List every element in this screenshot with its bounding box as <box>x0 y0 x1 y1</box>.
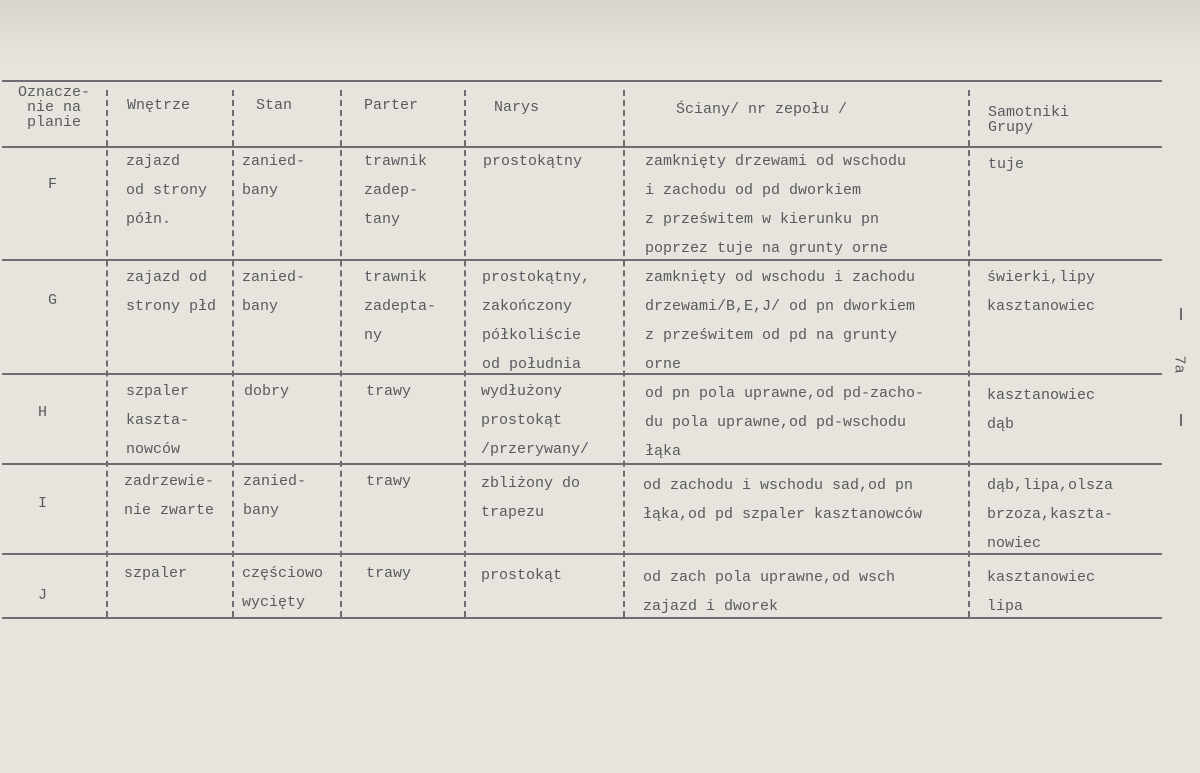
column-separator <box>623 90 625 617</box>
header-samotniki: Samotniki Grupy <box>988 104 1070 136</box>
cell-narys: zbliżony do trapezu <box>481 475 581 521</box>
row-label-J: J <box>38 587 48 604</box>
cell-wnetrze: szpaler <box>124 565 188 582</box>
cell-samotniki: dąb,lipa,olsza brzoza,kaszta- nowiec <box>987 477 1114 552</box>
header-oznaczenie: Oznacze- nie na planie <box>18 84 91 131</box>
column-separator <box>106 90 108 617</box>
cell-stan: zanied- bany <box>242 269 306 315</box>
header-sciany: Ściany/ nr zepołu / <box>676 101 848 118</box>
cell-stan: zanied- bany <box>243 473 307 519</box>
column-separator <box>968 90 970 617</box>
cell-parter: trawy <box>366 383 412 400</box>
row-divider <box>2 259 1162 261</box>
paper-fold-shadow <box>0 0 1200 60</box>
cell-narys: prostokąt <box>481 567 563 584</box>
cell-sciany: zamknięty drzewami od wschodu i zachodu od pd dworkiem z prześwitem w kierunku pn poprzez tuje na grunty orne <box>645 153 907 257</box>
cell-sciany: zamknięty od wschodu i zachodu drzewami/B,E,J/ od pn dworkiem z prześwitem od pd na grunty orne <box>645 269 916 373</box>
cell-narys: wydłużony prostokąt /przerywany/ <box>481 383 590 458</box>
header-stan: Stan <box>256 97 293 114</box>
cell-stan: częściowo wycięty <box>242 565 324 611</box>
column-separator <box>464 90 466 617</box>
header-narys: Narys <box>494 99 540 116</box>
cell-wnetrze: szpaler kaszta- nowców <box>126 383 190 458</box>
cell-narys: prostokątny <box>483 153 583 170</box>
cell-wnetrze: zajazd od strony półn. <box>126 153 208 228</box>
page-number: 7a <box>1170 355 1188 374</box>
cell-parter: trawy <box>366 565 412 582</box>
row-label-G: G <box>48 292 58 309</box>
cell-sciany: od pn pola uprawne,od pd-zacho- du pola uprawne,od pd-wschodu łąka <box>645 385 925 460</box>
column-separator <box>340 90 342 617</box>
cell-samotniki: kasztanowiec lipa <box>987 569 1096 615</box>
cell-sciany: od zachodu i wschodu sad,od pn łąka,od pd szpaler kasztanowców <box>643 477 923 523</box>
cell-narys: prostokątny, zakończony półkoliście od południa <box>482 269 591 373</box>
row-label-H: H <box>38 404 48 421</box>
cell-stan: zanied- bany <box>242 153 306 199</box>
row-label-I: I <box>38 495 48 512</box>
cell-samotniki: kasztanowiec dąb <box>987 387 1096 433</box>
margin-tick-mark <box>1180 414 1182 426</box>
cell-parter: trawy <box>366 473 412 490</box>
margin-tick-mark <box>1180 308 1182 320</box>
cell-parter: trawnik zadepta- ny <box>364 269 437 344</box>
cell-wnetrze: zadrzewie- nie zwarte <box>124 473 215 519</box>
cell-wnetrze: zajazd od strony płd <box>126 269 217 315</box>
table-top-rule <box>2 80 1162 82</box>
header-wnetrze: Wnętrze <box>127 97 191 114</box>
cell-samotniki: świerki,lipy kasztanowiec <box>987 269 1096 315</box>
cell-sciany: od zach pola uprawne,od wsch zajazd i dworek <box>643 569 896 615</box>
cell-samotniki: tuje <box>988 156 1025 173</box>
cell-parter: trawnik zadep- tany <box>364 153 428 228</box>
cell-stan: dobry <box>244 383 290 400</box>
header-parter: Parter <box>364 97 419 114</box>
column-separator <box>232 90 234 617</box>
row-label-F: F <box>48 176 58 193</box>
